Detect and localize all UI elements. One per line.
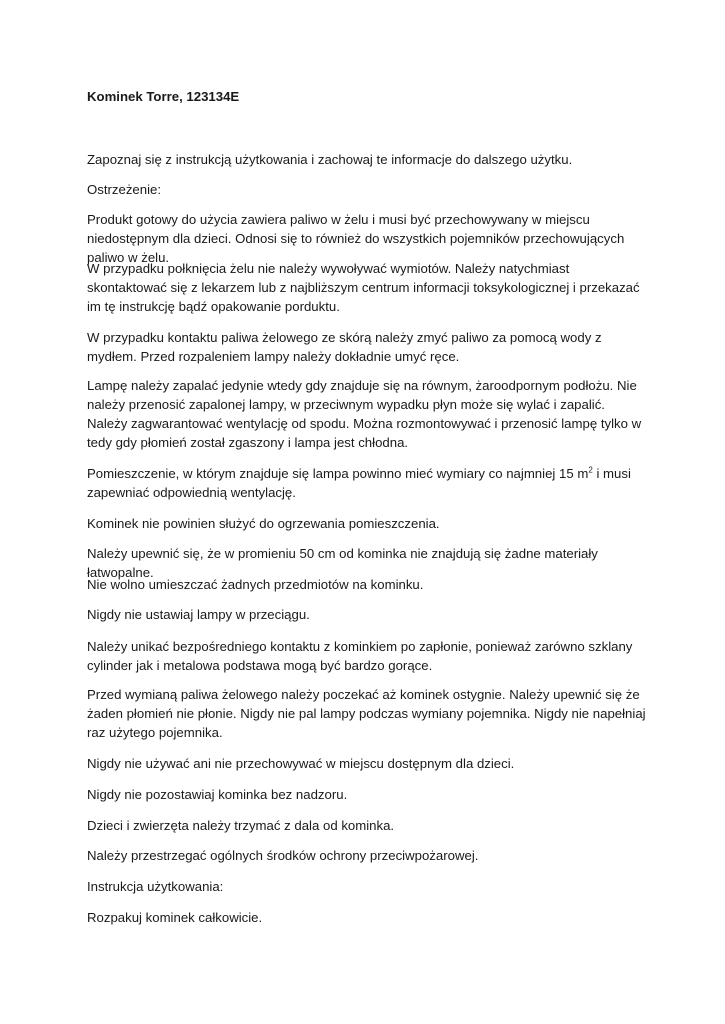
room-size-superscript: 2 (588, 465, 593, 475)
paragraph-skin-contact: W przypadku kontaktu paliwa żelowego ze skórą należy zmyć paliwo za pomocą wody z mydłem. Przed rozpaleniem lampy należy dokładnie umyć ręce. (87, 330, 602, 364)
paragraph-usage-heading: Instrukcja użytkowania: (87, 879, 224, 894)
paragraph-children-pets: Dzieci i zwierzęta należy trzymać z dala od kominka. (87, 818, 395, 833)
room-size-text-end: i musi zapewniać odpowiednią wentylację. (87, 466, 631, 500)
paragraph-unpack: Rozpakuj kominek całkowicie. (87, 910, 263, 925)
paragraph-hot-surfaces: Należy unikać bezpośredniego kontaktu z kominkiem po zapłonie, ponieważ zarówno szklany cylinder jak i metalowa podstawa mogą być bardzo gorące. (87, 639, 633, 673)
paragraph-warning-heading: Ostrzeżenie: (87, 182, 162, 197)
paragraph-children-access: Nigdy nie używać ani nie przechowywać w miejscu dostępnym dla dzieci. (87, 756, 515, 771)
paragraph-intro: Zapoznaj się z instrukcją użytkowania i zachowaj te informacje do dalszego użytku. (87, 152, 573, 167)
paragraph-no-objects: Nie wolno umieszczać żadnych przedmiotów na kominku. (87, 577, 424, 592)
paragraph-gel-storage: Produkt gotowy do użycia zawiera paliwo w żelu i musi być przechowywany w miejscu niedostępnym dla dzieci. Odnosi się to również do wszystkich pojemników przechowujących paliwo w żelu. (87, 212, 625, 265)
document-title: Kominek Torre, 123134E (87, 89, 240, 104)
paragraph-ingestion: W przypadku połknięcia żelu nie należy wywoływać wymiotów. Należy natychmiast skontaktować się z lekarzem lub z najbliższym centrum informacji toksykologicznej i przekazać im tę instrukcję bądź opakowanie porduktu. (87, 261, 640, 314)
paragraph-lamp-usage: Lampę należy zapalać jedynie wtedy gdy znajduje się na równym, żaroodpornym podłożu. Nie należy przenosić zapalonej lampy, w przeciwnym wypadku płyn może się wylać i zapalić. Należy zagwarantować wentylację od spodu. Można rozmontowywać i przenosić lampę tylko w tedy gdy płomień został zgaszony i lampa jest chłodna. (87, 378, 642, 450)
paragraph-no-draft: Nigdy nie ustawiaj lampy w przeciągu. (87, 607, 310, 622)
paragraph-supervision: Nigdy nie pozostawiaj kominka bez nadzoru. (87, 787, 348, 802)
paragraph-no-heating: Kominek nie powinien służyć do ogrzewania pomieszczenia. (87, 516, 440, 531)
paragraph-refuel: Przed wymianą paliwa żelowego należy poczekać aż kominek ostygnie. Należy upewnić się że żaden płomień nie płonie. Nigdy nie pal lampy podczas wymiany pojemnika. Nigdy nie napełniaj raz użytego pojemnika. (87, 687, 646, 740)
document-body (87, 87, 647, 925)
paragraph-fire-safety: Należy przestrzegać ogólnych środków ochrony przeciwpożarowej. (87, 848, 479, 863)
paragraph-flammable-radius: Należy upewnić się, że w promieniu 50 cm od kominka nie znajdują się żadne materiały łatwopalne. (87, 546, 598, 580)
room-size-text: Pomieszczenie, w którym znajduje się lampa powinno mieć wymiary co najmniej 15 m (87, 466, 589, 481)
paragraph-room-size (87, 464, 647, 502)
